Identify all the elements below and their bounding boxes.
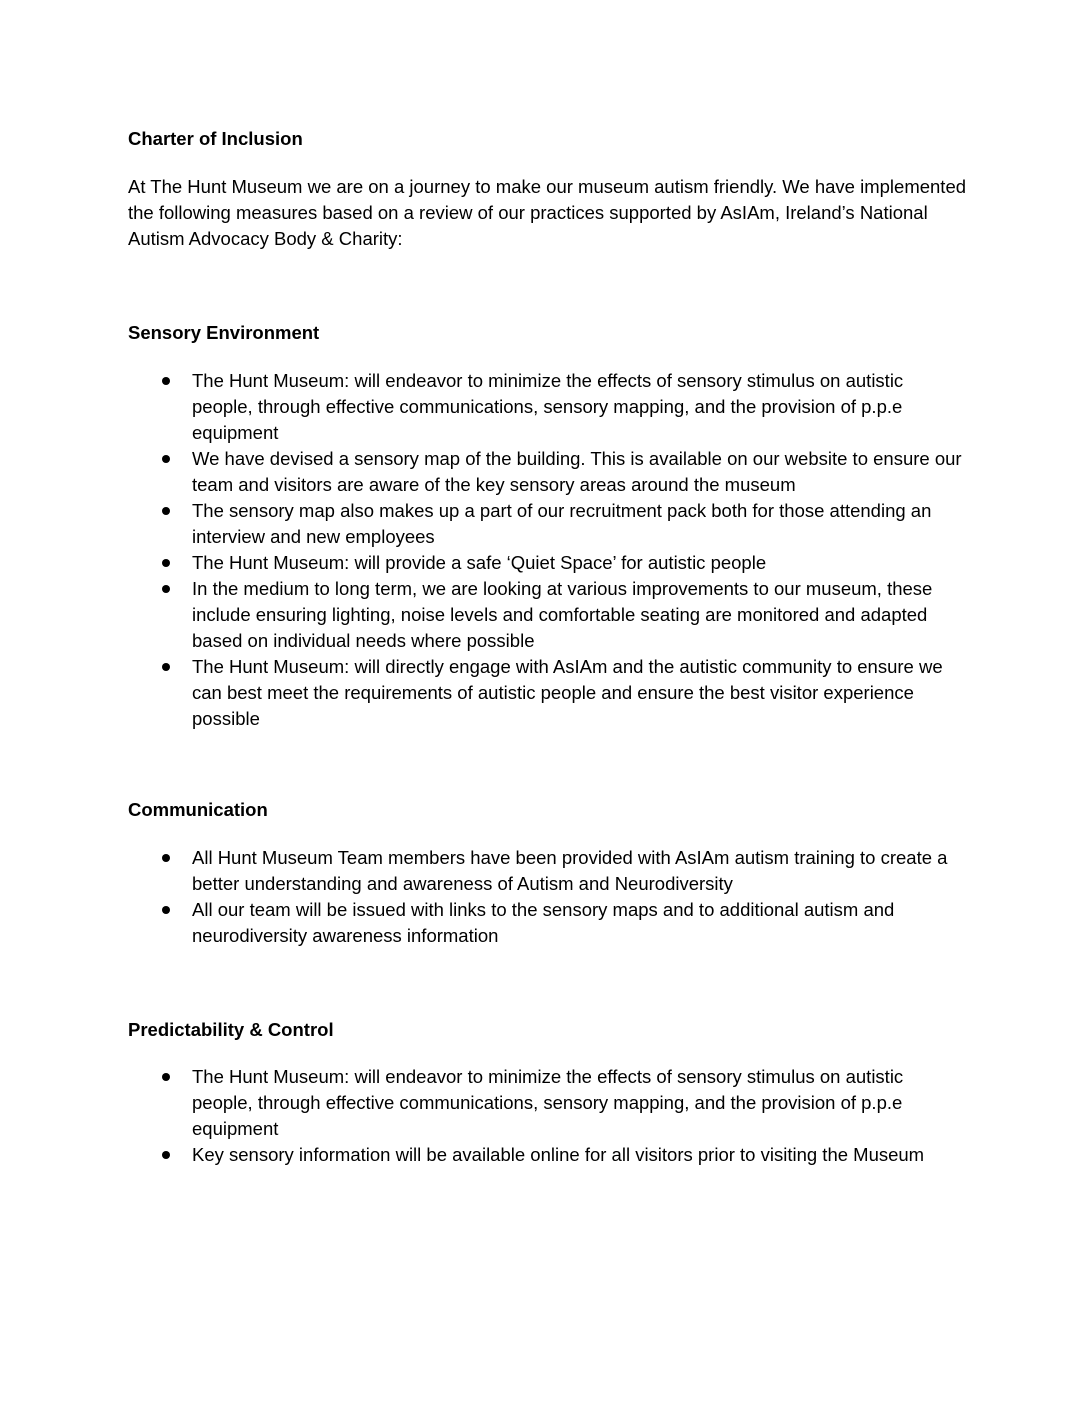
list-item [128,368,968,446]
bullet-icon [162,663,170,671]
list-item [128,654,968,732]
bullet-icon [162,1151,170,1159]
list-item [128,576,968,654]
document-title: Charter of Inclusion [128,128,303,149]
bullet-icon [162,585,170,593]
list-item-text: All our team will be issued with links to the sensory maps and to additional autism and neurodiversity awareness information [192,899,895,946]
list-item-text: The sensory map also makes up a part of our recruitment pack both for those attending an interview and new employees [192,500,932,547]
bullet-icon [162,507,170,515]
list-item [128,897,968,949]
list-item [128,845,968,897]
list-item-text: We have devised a sensory map of the building. This is available on our website to ensure our team and visitors are aware of the key sensory areas around the museum [192,448,962,495]
list-item-text: The Hunt Museum: will directly engage with AsIAm and the autistic community to ensure we can best meet the requirements of autistic people and ensure the best visitor experience possible [192,656,943,729]
bullet-icon [162,1073,170,1081]
bullet-icon [162,559,170,567]
list-item [128,550,968,576]
list-item [128,446,968,498]
section-heading-sensory-environment: Sensory Environment [128,322,320,343]
intro-paragraph: At The Hunt Museum we are on a journey to make our museum autism friendly. We have implemented the following measures based on a review of our practices supported by AsIAm, Ireland’s National Autism Advocacy Body & Charity: [128,176,967,249]
communication-list [128,845,968,949]
bullet-icon [162,377,170,385]
bullet-icon [162,906,170,914]
predictability-control-list [128,1064,968,1168]
bullet-icon [162,854,170,862]
list-item-text: The Hunt Museum: will provide a safe ‘Quiet Space’ for autistic people [192,552,767,573]
list-item-text: The Hunt Museum: will endeavor to minimize the effects of sensory stimulus on autistic people, through effective communications, sensory mapping, and the provision of p.p.e equipment [192,1066,904,1139]
list-item [128,498,968,550]
list-item-text: In the medium to long term, we are looking at various improvements to our museum, these include ensuring lighting, noise levels and comfortable seating are monitored and adapted based on individual needs where possible [192,578,933,651]
list-item-text: All Hunt Museum Team members have been provided with AsIAm autism training to create a better understanding and awareness of Autism and Neurodiversity [192,847,948,894]
bullet-icon [162,455,170,463]
sensory-environment-list [128,368,968,732]
list-item-text: Key sensory information will be available online for all visitors prior to visiting the Museum [192,1144,925,1165]
section-heading-communication: Communication [128,799,268,820]
list-item-text: The Hunt Museum: will endeavor to minimize the effects of sensory stimulus on autistic people, through effective communications, sensory mapping, and the provision of p.p.e equipment [192,370,904,443]
list-item [128,1064,968,1142]
section-heading-predictability-control: Predictability & Control [128,1019,334,1040]
list-item [128,1142,968,1168]
